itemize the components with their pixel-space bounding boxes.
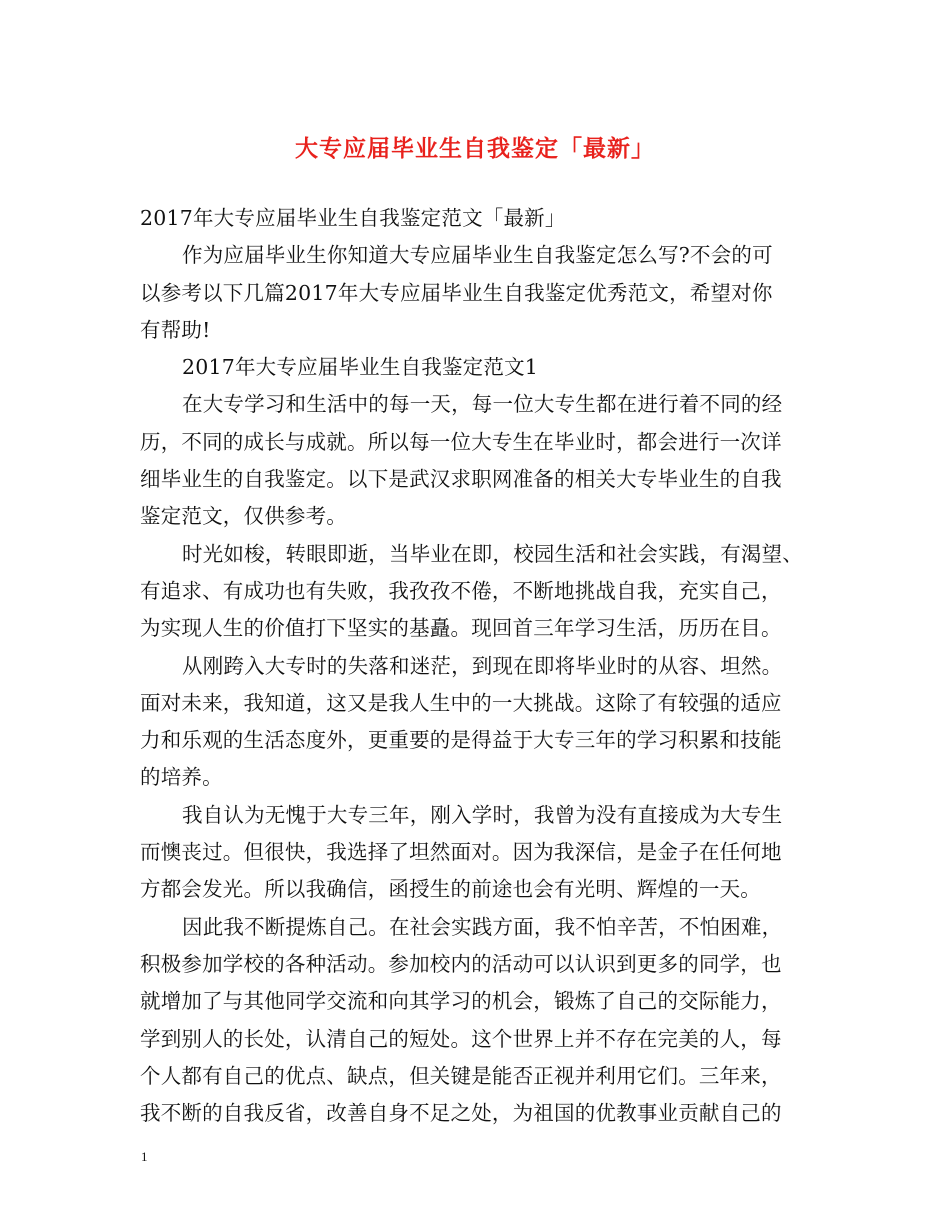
paragraph-line: 在大专学习和生活中的每一天，每一位大专生都在进行着不同的经: [182, 392, 783, 417]
paragraph-line: 的培养。: [140, 765, 223, 790]
paragraph-line: 力和乐观的生活态度外，更重要的是得益于大专三年的学习积累和技能: [140, 728, 782, 753]
paragraph-line: 历，不同的成长与成就。所以每一位大专生在毕业时，都会进行一次详: [140, 429, 782, 454]
paragraph-line: 学到别人的长处，认清自己的短处。这个世界上并不存在完美的人，每: [140, 1026, 782, 1051]
paragraph-line: 积极参加学校的各种活动。参加校内的活动可以认识到更多的同学，也: [140, 951, 782, 976]
paragraph-line: 就增加了与其他同学交流和向其学习的机会，锻炼了自己的交际能力，: [140, 989, 782, 1014]
page-number: 1: [141, 1149, 148, 1164]
paragraph-line: 以参考以下几篇2017年大专应届毕业生自我鉴定优秀范文，希望对你: [140, 280, 773, 305]
paragraph-line: 时光如梭，转眼即逝，当毕业在即，校园生活和社会实践，有渴望、: [182, 541, 803, 566]
paragraph-line: 作为应届毕业生你知道大专应届毕业生自我鉴定怎么写?不会的可: [182, 243, 773, 268]
document-title: 大专应届毕业生自我鉴定「最新」: [295, 136, 655, 162]
document-body: [140, 200, 830, 1132]
paragraph-line: 有追求、有成功也有失败，我孜孜不倦，不断地挑战自我，充实自己，: [140, 578, 782, 603]
paragraph-line: 面对未来，我知道，这又是我人生中的一大挑战。这除了有较强的适应: [140, 690, 782, 715]
paragraph-line: 有帮助!: [140, 317, 211, 342]
paragraph-line: 从刚跨入大专时的失落和迷茫，到现在即将毕业时的从容、坦然。: [182, 653, 783, 678]
paragraph-line: 鉴定范文，仅供参考。: [140, 504, 347, 529]
paragraph-line: 细毕业生的自我鉴定。以下是武汉求职网准备的相关大专毕业生的自我: [140, 467, 782, 492]
paragraph-line: 个人都有自己的优点、缺点，但关键是能否正视并利用它们。三年来，: [140, 1063, 782, 1088]
paragraph-line: 而懊丧过。但很快，我选择了坦然面对。因为我深信，是金子在任何地: [140, 840, 782, 865]
paragraph-line: 为实现人生的价值打下坚实的基矗。现回首三年学习生活，历历在目。: [140, 616, 782, 641]
paragraph-line: 因此我不断提炼自己。在社会实践方面，我不怕辛苦，不怕困难，: [182, 914, 783, 939]
paragraph-line: 我不断的自我反省，改善自身不足之处，为祖国的优教事业贡献自己的: [140, 1101, 782, 1126]
paragraph-line: 我自认为无愧于大专三年，刚入学时，我曾为没有直接成为大专生: [182, 802, 783, 827]
subtitle-line: 2017年大专应届毕业生自我鉴定范文「最新」: [140, 206, 566, 230]
paragraph-line: 方都会发光。所以我确信，函授生的前途也会有光明、辉煌的一天。: [140, 877, 761, 902]
section-heading-line: 2017年大专应届毕业生自我鉴定范文1: [182, 355, 539, 380]
